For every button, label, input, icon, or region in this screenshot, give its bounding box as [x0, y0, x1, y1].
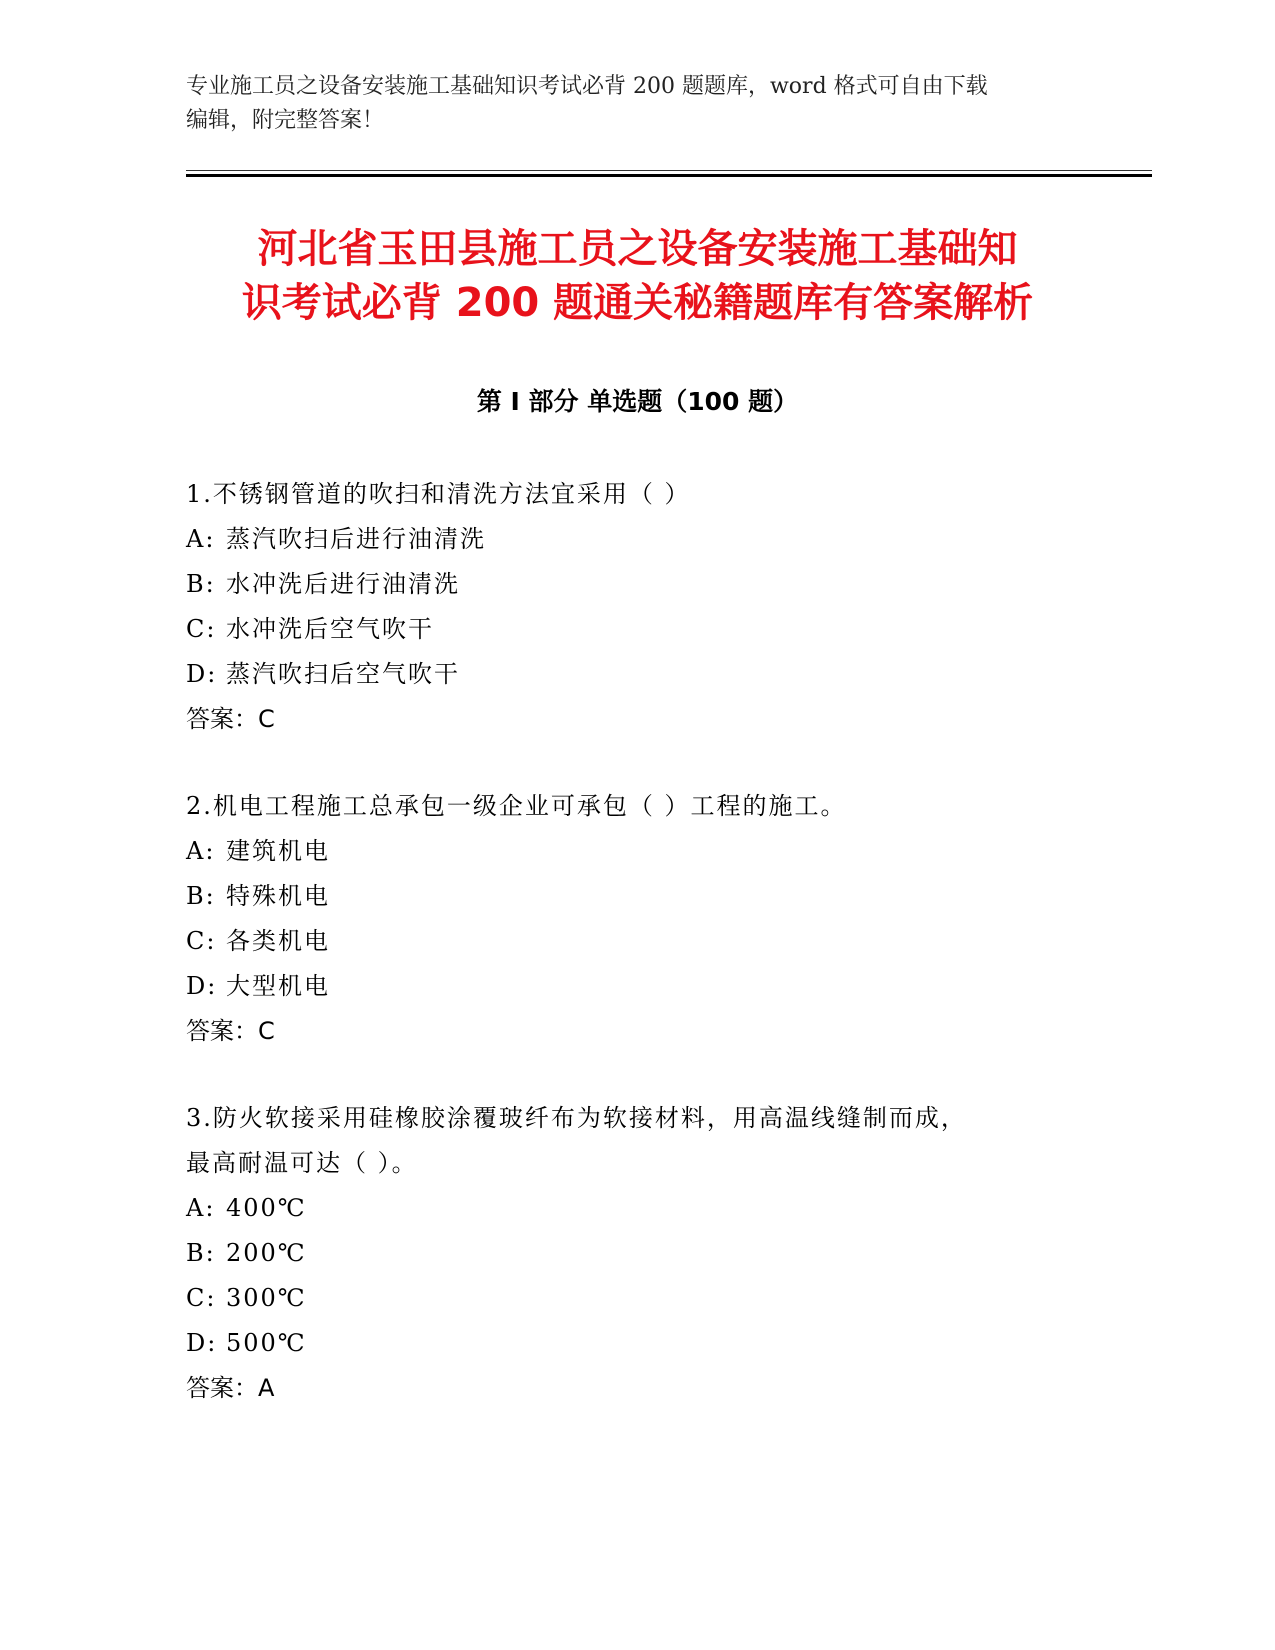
option-d: [186, 964, 1086, 1009]
option-d: [186, 652, 1086, 697]
option-c: [186, 607, 1086, 652]
option-letter: D:: [186, 1329, 218, 1357]
option-text: 400℃: [226, 1194, 307, 1222]
header-divider-thin: [186, 170, 1152, 171]
option-text: 水冲洗后空气吹干: [226, 615, 434, 643]
option-text: 特殊机电: [226, 882, 330, 910]
document-title-line-1: 河北省玉田县施工员之设备安装施工基础知: [257, 226, 1018, 272]
option-b: [186, 562, 1086, 607]
option-text: 水冲洗后进行油清洗: [226, 570, 460, 598]
option-a: [186, 517, 1086, 562]
option-a: [186, 1186, 1086, 1231]
question-stem-line: 2.机电工程施工总承包一级企业可承包（ ）工程的施工。: [186, 792, 847, 820]
section-title: 第 I 部分 单选题（100 题）: [476, 387, 799, 416]
option-text: 各类机电: [226, 927, 330, 955]
question-2: [186, 784, 1086, 1054]
question-stem: [186, 1096, 1086, 1186]
question-1: [186, 472, 1086, 742]
option-b: [186, 1231, 1086, 1276]
header-note: [186, 70, 1086, 138]
answer: 答案：A: [186, 1374, 275, 1402]
option-text: 蒸汽吹扫后空气吹干: [226, 660, 460, 688]
option-letter: D:: [186, 660, 218, 688]
option-letter: A:: [186, 837, 216, 865]
option-letter: B:: [186, 570, 216, 598]
question-3: [186, 1096, 1086, 1411]
option-text: 300℃: [226, 1284, 307, 1312]
option-letter: C:: [186, 927, 217, 955]
question-stem-line: 3.防火软接采用硅橡胶涂覆玻纤布为软接材料，用高温线缝制而成，: [186, 1104, 967, 1132]
answer: 答案：C: [186, 705, 275, 733]
option-letter: A:: [186, 525, 216, 553]
header-note-line-1: 专业施工员之设备安装施工基础知识考试必背 200 题题库，word 格式可自由下载: [186, 74, 988, 99]
option-letter: B:: [186, 882, 216, 910]
header-divider-thick: [186, 174, 1152, 177]
option-d: [186, 1321, 1086, 1366]
option-letter: C:: [186, 1284, 217, 1312]
option-text: 大型机电: [226, 972, 330, 1000]
question-stem-line: 最高耐温可达（ ）。: [186, 1149, 418, 1177]
option-a: [186, 829, 1086, 874]
document-title: [140, 222, 1135, 330]
option-letter: C:: [186, 615, 217, 643]
option-letter: A:: [186, 1194, 216, 1222]
question-stem: [186, 472, 1086, 517]
header-note-line-2: 编辑，附完整答案！: [186, 108, 385, 133]
option-letter: D:: [186, 972, 218, 1000]
option-b: [186, 874, 1086, 919]
option-letter: B:: [186, 1239, 216, 1267]
option-text: 建筑机电: [226, 837, 330, 865]
option-c: [186, 919, 1086, 964]
question-stem-line: 1.不锈钢管道的吹扫和清洗方法宜采用（ ）: [186, 480, 691, 508]
option-text: 200℃: [226, 1239, 307, 1267]
option-c: [186, 1276, 1086, 1321]
question-list: [186, 472, 1086, 1453]
option-text: 500℃: [226, 1329, 307, 1357]
document-title-line-2: 识考试必背 200 题通关秘籍题库有答案解析: [241, 280, 1034, 326]
question-stem: [186, 784, 1086, 829]
option-text: 蒸汽吹扫后进行油清洗: [226, 525, 486, 553]
answer: 答案：C: [186, 1017, 275, 1045]
